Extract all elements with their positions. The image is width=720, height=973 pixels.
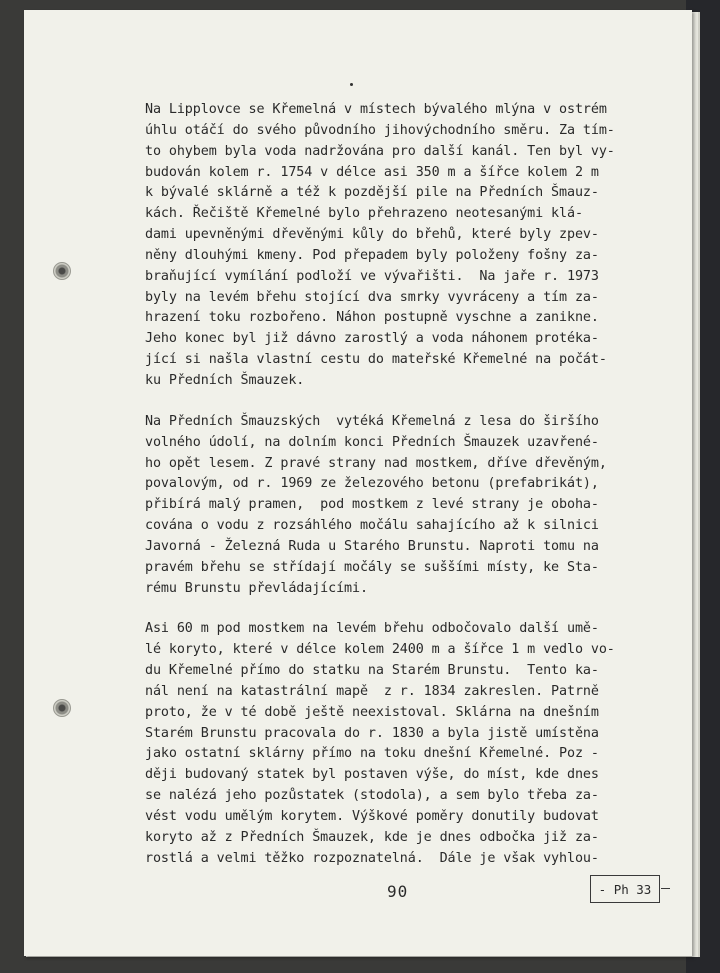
text-line: Jeho konec byl již dávno zarostlý a voda náhonem protéka-	[145, 331, 599, 347]
text-line: jako ostatní sklárny přímo na toku dnešní Křemelné. Poz -	[145, 746, 599, 762]
paragraph	[145, 412, 645, 600]
text-line: koryto až z Předních Šmauzek, kde je dnes odbočka již za-	[145, 829, 599, 845]
text-line: ději budovaný statek byl postaven výše, do míst, kde dnes	[145, 767, 599, 783]
text-line: ku Předních Šmauzek.	[145, 372, 305, 388]
reference-mark-box	[590, 875, 660, 903]
text-line: něny dlouhými kmeny. Pod přepadem byly položeny fošny za-	[145, 247, 599, 263]
text-line: cována o vodu z rozsáhlého močálu sahajícího až k silnici	[145, 518, 599, 534]
text-line: proto, že v té době ještě neexistoval. Sklárna na dnešním	[145, 704, 599, 720]
text-line: Na Lipplovce se Křemelná v místech bývalého mlýna v ostrém	[145, 102, 607, 117]
document-page	[24, 10, 692, 956]
text-line: budován kolem r. 1754 v délce asi 350 m a šířce kolem 2 m	[145, 164, 599, 180]
text-line: Starém Brunstu pracovala do r. 1830 a byla jistě umístěna	[145, 725, 599, 741]
reference-mark: - Ph 33	[598, 881, 652, 897]
binder-hole-icon	[53, 262, 71, 280]
text-line: hrazení toku rozbořeno. Náhon postupně vyschne a zanikne.	[145, 310, 599, 326]
reference-mark-dash	[661, 888, 670, 889]
text-line: volného údolí, na dolním konci Předních Šmauzek uzavřené-	[145, 434, 599, 450]
text-line: ho opět lesem. Z pravé strany nad mostkem, dříve dřevěným,	[145, 455, 607, 471]
text-line: lé koryto, které v délce kolem 2400 m a šířce 1 m vedlo vo-	[145, 642, 615, 658]
text-line: rostlá a velmi těžko rozpoznatelná. Dále je však vyhlou-	[145, 850, 599, 866]
text-line: povalovým, od r. 1969 ze železového betonu (prefabrikát),	[145, 476, 599, 492]
paragraph	[145, 619, 645, 869]
text-line: to ohybem byla voda nadržována pro další kanál. Ten byl vy-	[145, 143, 615, 159]
text-line: jící si našla vlastní cestu do mateřské Křemelné na počát-	[145, 352, 607, 368]
text-line: dami upevněnými dřevěnými kůly do břehů, které byly zpev-	[145, 227, 599, 243]
binder-hole-icon	[53, 699, 71, 717]
text-line: k bývalé sklárně a též k pozdější pile na Předních Šmauz-	[145, 185, 599, 201]
text-line: nál není na katastrální mapě z r. 1834 zakreslen. Patrně	[145, 683, 599, 699]
page-number: 90	[387, 882, 409, 901]
text-line: Na Předních Šmauzských vytéká Křemelná z lesa do širšího	[145, 413, 599, 429]
text-line: přibírá malý pramen, pod mostkem z levé strany je oboha-	[145, 497, 599, 513]
text-line: du Křemelné přímo do statku na Starém Brunstu. Tento ka-	[145, 663, 599, 679]
text-line: rému Brunstu převládajícími.	[145, 580, 368, 596]
speck-mark	[350, 83, 353, 86]
body-text	[145, 100, 645, 890]
text-line: braňující vymílání podloží ve vývařišti. Na jaře r. 1973	[145, 268, 599, 284]
text-line: se nalézá jeho pozůstatek (stodola), a sem bylo třeba za-	[145, 788, 599, 804]
text-line: Asi 60 m pod mostkem na levém břehu odbočovalo další umě-	[145, 621, 599, 637]
text-line: úhlu otáčí do svého původního jihovýchodního směru. Za tím-	[145, 122, 615, 138]
text-line: kách. Řečiště Křemelné bylo přehrazeno neotesanými klá-	[145, 206, 583, 222]
paragraph	[145, 100, 645, 392]
text-line: vést vodu umělým korytem. Výškové poměry donutily budovat	[145, 809, 599, 824]
text-line: pravém břehu se střídají močály se suššími místy, ke Sta-	[145, 559, 599, 575]
text-line: byly na levém břehu stojící dva smrky vyvráceny a tím za-	[145, 289, 599, 305]
text-line: Javorná - Železná Ruda u Starého Brunstu. Naproti tomu na	[145, 538, 599, 554]
